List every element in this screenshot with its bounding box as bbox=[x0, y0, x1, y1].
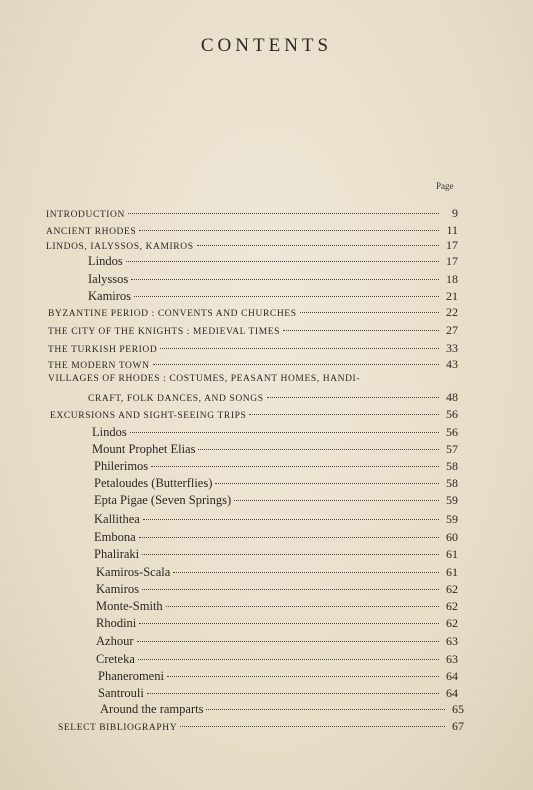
dot-leader bbox=[153, 364, 439, 365]
toc-entry-title: THE MODERN TOWN bbox=[48, 361, 150, 371]
dot-leader bbox=[198, 449, 439, 450]
toc-entry-title: ANCIENT RHODES bbox=[46, 227, 137, 237]
toc-entry bbox=[98, 686, 458, 701]
toc-entry-page: 57 bbox=[446, 442, 458, 456]
page-column-label: Page bbox=[436, 181, 454, 191]
toc-entry-page: 22 bbox=[446, 305, 458, 319]
toc-entry-page: 58 bbox=[446, 459, 458, 473]
dot-leader bbox=[147, 693, 439, 694]
toc-entry-title: Epta Pigae (Seven Springs) bbox=[94, 493, 232, 507]
toc-entry-page: 43 bbox=[446, 357, 458, 371]
toc-entry-page: 59 bbox=[446, 493, 458, 507]
toc-entry bbox=[48, 323, 458, 338]
toc-entry-title: LINDOS, IALYSSOS, KAMIROS bbox=[46, 242, 194, 252]
toc-entry bbox=[48, 341, 458, 356]
toc-entry-page: 56 bbox=[446, 407, 458, 421]
dot-leader bbox=[138, 659, 439, 660]
dot-leader bbox=[142, 589, 439, 590]
toc-entry-page: 33 bbox=[446, 341, 458, 355]
dot-leader bbox=[215, 483, 439, 484]
toc-entry bbox=[96, 582, 458, 597]
toc-entry-title: THE CITY OF THE KNIGHTS : MEDIEVAL TIMES bbox=[48, 327, 281, 337]
toc-entry-title: Around the ramparts bbox=[100, 702, 204, 716]
toc-entry-title: Embona bbox=[94, 530, 136, 544]
toc-entry-title: Santrouli bbox=[98, 686, 144, 700]
toc-entry-page: 61 bbox=[446, 565, 458, 579]
toc-entry-page: 65 bbox=[452, 702, 464, 716]
dot-leader bbox=[128, 213, 439, 214]
dot-leader bbox=[151, 466, 439, 467]
toc-entry bbox=[48, 305, 458, 320]
toc-entry-title: Kamiros bbox=[88, 289, 132, 303]
toc-entry-title: Lindos bbox=[92, 425, 127, 439]
toc-entry bbox=[98, 669, 458, 684]
toc-entry-title: THE TURKISH PERIOD bbox=[48, 345, 158, 355]
toc-entry bbox=[94, 530, 458, 545]
dot-leader bbox=[166, 606, 439, 607]
toc-entry-page: 18 bbox=[446, 272, 458, 286]
toc-entry bbox=[100, 702, 464, 717]
toc-entry bbox=[46, 206, 458, 221]
toc-entry bbox=[94, 512, 458, 527]
toc-entry-title: CRAFT, FOLK DANCES, AND SONGS bbox=[88, 394, 264, 404]
toc-entry bbox=[94, 476, 458, 491]
toc-entry-title: Philerimos bbox=[94, 459, 149, 473]
dot-leader bbox=[234, 500, 439, 501]
toc-entry-page: 21 bbox=[446, 289, 458, 303]
dot-leader bbox=[283, 330, 439, 331]
dot-leader bbox=[300, 312, 439, 313]
toc-entry bbox=[48, 374, 458, 384]
dot-leader bbox=[160, 348, 439, 349]
dot-leader bbox=[173, 572, 439, 573]
dot-leader bbox=[139, 623, 439, 624]
toc-entry-title: SELECT BIBLIOGRAPHY bbox=[58, 723, 178, 733]
toc-entry-page: 17 bbox=[446, 238, 458, 252]
toc-entry-title: Kamiros-Scala bbox=[96, 565, 171, 579]
toc-entry-title: Mount Prophet Elias bbox=[92, 442, 196, 456]
toc-entry bbox=[88, 272, 458, 287]
toc-entry-title: Petaloudes (Butterflies) bbox=[94, 476, 213, 490]
toc-entry bbox=[96, 616, 458, 631]
toc-entry-page: 60 bbox=[446, 530, 458, 544]
dot-leader bbox=[267, 397, 439, 398]
dot-leader bbox=[139, 537, 439, 538]
toc-entry-title: Monte-Smith bbox=[96, 599, 163, 613]
toc-entry-title: Kallithea bbox=[94, 512, 140, 526]
toc-entry-title: Lindos bbox=[88, 254, 123, 268]
toc-entry bbox=[46, 238, 458, 253]
dot-leader bbox=[143, 519, 439, 520]
toc-entry-page: 17 bbox=[446, 254, 458, 268]
toc-entry-page: 61 bbox=[446, 547, 458, 561]
toc-entry-page: 64 bbox=[446, 686, 458, 700]
toc-entry-title: EXCURSIONS AND SIGHT-SEEING TRIPS bbox=[50, 411, 247, 421]
toc-entry bbox=[96, 652, 458, 667]
toc-entry bbox=[46, 223, 458, 238]
toc-entry-page: 59 bbox=[446, 512, 458, 526]
toc-entry-title: INTRODUCTION bbox=[46, 210, 125, 220]
toc-entry bbox=[58, 719, 464, 734]
toc-entry bbox=[96, 565, 458, 580]
toc-entry-title: Phaliraki bbox=[94, 547, 140, 561]
toc-entry-page: 63 bbox=[446, 634, 458, 648]
toc-entry-title: Ialyssos bbox=[88, 272, 129, 286]
toc-entry-title: Azhour bbox=[96, 634, 134, 648]
toc-entry-page: 63 bbox=[446, 652, 458, 666]
dot-leader bbox=[131, 279, 439, 280]
toc-entry-page: 9 bbox=[452, 206, 458, 220]
toc-entry bbox=[48, 357, 458, 372]
dot-leader bbox=[167, 676, 439, 677]
toc-entry-page: 11 bbox=[446, 223, 458, 237]
dot-leader bbox=[197, 245, 439, 246]
page-title: CONTENTS bbox=[200, 35, 333, 56]
dot-leader bbox=[249, 414, 439, 415]
toc-entry-title: BYZANTINE PERIOD : CONVENTS AND CHURCHES bbox=[48, 309, 297, 319]
toc-entry-page: 27 bbox=[446, 323, 458, 337]
toc-entry-title: Rhodini bbox=[96, 616, 137, 630]
toc-entry bbox=[94, 459, 458, 474]
dot-leader bbox=[206, 709, 445, 710]
toc-entry bbox=[96, 599, 458, 614]
toc-entry-title: Kamiros bbox=[96, 582, 140, 596]
toc-entry-page: 58 bbox=[446, 476, 458, 490]
toc-entry bbox=[88, 390, 458, 405]
toc-entry-title: VILLAGES OF RHODES : COSTUMES, PEASANT HOMES, HANDI- bbox=[48, 374, 361, 384]
toc-entry-page: 62 bbox=[446, 582, 458, 596]
toc-entry bbox=[94, 493, 458, 508]
toc-entry bbox=[92, 425, 458, 440]
dot-leader bbox=[142, 554, 439, 555]
toc-entry bbox=[92, 442, 458, 457]
toc-entry bbox=[94, 547, 458, 562]
dot-leader bbox=[137, 641, 440, 642]
dot-leader bbox=[139, 230, 439, 231]
toc-entry-page: 62 bbox=[446, 616, 458, 630]
toc-entry-page: 67 bbox=[452, 719, 464, 733]
toc-entry-title: Creteka bbox=[96, 652, 135, 666]
toc-entry-title: Phaneromeni bbox=[98, 669, 164, 683]
dot-leader bbox=[180, 726, 445, 727]
toc-entry-page: 48 bbox=[446, 390, 458, 404]
toc-entry-page: 64 bbox=[446, 669, 458, 683]
toc-entry bbox=[50, 407, 458, 422]
toc-entry bbox=[88, 289, 458, 304]
toc-entry bbox=[88, 254, 458, 269]
dot-leader bbox=[134, 296, 439, 297]
toc-entry-page: 56 bbox=[446, 425, 458, 439]
dot-leader bbox=[126, 261, 439, 262]
dot-leader bbox=[130, 432, 439, 433]
toc-entry-page: 62 bbox=[446, 599, 458, 613]
toc-entry bbox=[96, 634, 458, 649]
